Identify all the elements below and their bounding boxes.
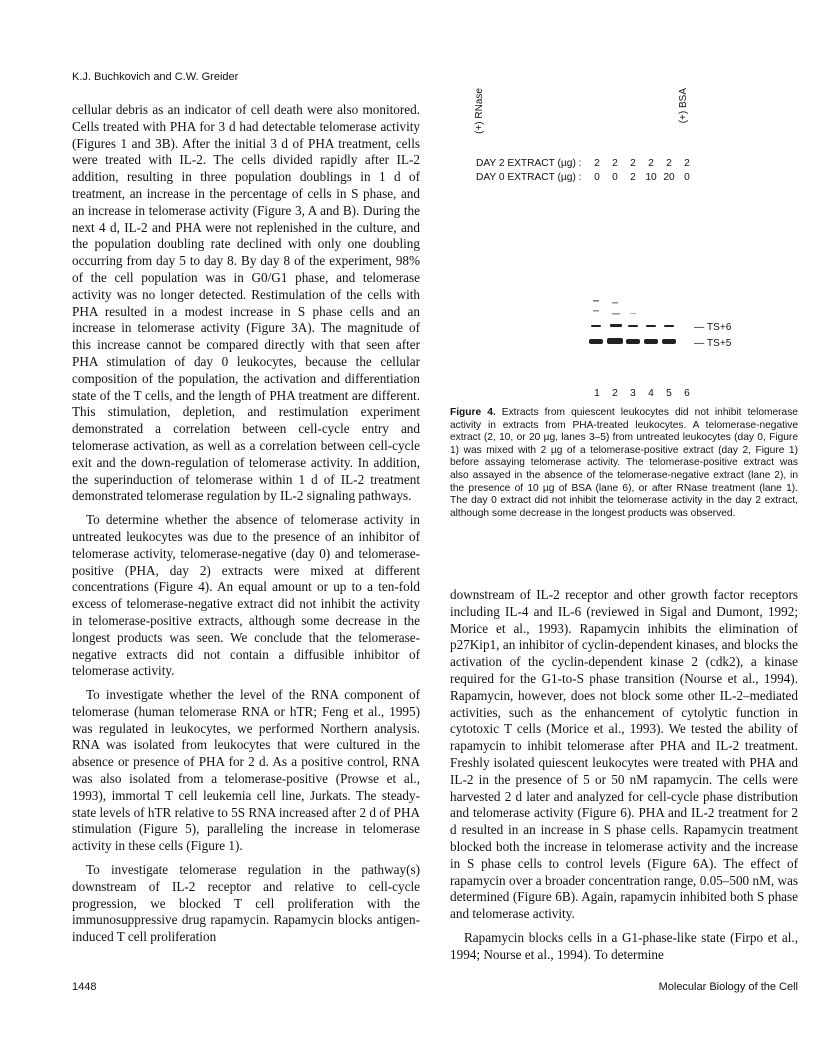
gel-band-ts6 (610, 324, 622, 327)
row-value: 20 (663, 172, 675, 183)
paragraph: downstream of IL-2 receptor and other growth factor receptors including IL-4 and IL-6 (reviewed in Sigal and Dumont, 1992; Morice et al., 1993). Rapamycin inhibits the elimination of p27Kip1, an inhibitor of cyclin-dependent kinases, and blocks the activation of the cyclin-dependent kinase 2 (cdk2), a kinase required for the G1-to-S phase transition (Nourse et al., 1994). Rapamycin, however, does not block some other IL-2–mediated activities, such as the enhancement of cytolytic function in cytotoxic T cells (Morice et al., 1993). We tested the ability of rapamycin to inhibit telomerase after PHA and IL-2 treatment. Freshly isolated quiescent leukocytes were treated with PHA and IL-2 in the presence of 5 or 50 nM rapamycin. The cells were harvested 2 d later and analyzed for cell-cycle phase distribution and telomerase activity (Figure 6). PHA and IL-2 treatment for 2 d resulted in an increase in S phase cells. Rapamycin treatment blocked both the increase in telomerase activity and the increase in S phase cells to control levels (Figure 6A). The effect of rapamycin over a broader concentration range, 0.05–500 nM, was determined (Figure 6B). Again, rapamycin inhibited both S phase and telomerase activity. (450, 587, 798, 922)
row-value: 0 (612, 172, 618, 183)
row-value: 2 (630, 172, 636, 183)
gel-band-ts5 (644, 339, 658, 344)
paragraph: To investigate whether the level of the RNA component of telomerase (human telomerase RNA or hTR; Feng et al., 1995) was regulated in leukocytes, we performed Northern analysis. RNA was isolated from leukocytes that were cultured in the absence or presence of PHA for 2 d. As a positive control, RNA was also isolated from a telomerase-positive (Prowse et al., 1993), immortal T cell leukemia cell line, Jurkats. The steady-state levels of hTR relative to 5S RNA increased after 2 d of PHA stimulation (Figure 5), paralleling the increase in telomerase activity in these cells (Figure 1). (72, 687, 420, 854)
lane-number: 3 (630, 388, 636, 399)
paragraph: Rapamycin blocks cells in a G1-phase-like state (Firpo et al., 1994; Nourse et al., 1994). To determine (450, 929, 798, 962)
left-column (72, 102, 420, 953)
gel-band-ts5 (589, 339, 603, 344)
row-value: 2 (630, 158, 636, 169)
row-label-day0: DAY 0 EXTRACT (µg) : (476, 172, 582, 183)
row-label-day2: DAY 2 EXTRACT (µg) : (476, 158, 582, 169)
gel-band-faint (612, 302, 618, 304)
band-label-ts5: — TS+5 (694, 338, 732, 349)
gel-band-faint (593, 310, 599, 312)
lane-number: 6 (684, 388, 690, 399)
gel-band-ts5 (626, 339, 640, 344)
gel-band-ts6 (664, 325, 674, 327)
paragraph: To determine whether the absence of telomerase activity in untreated leukocytes was due to the presence of an inhibitor of telomerase activity, telomerase-negative (day 0) and telomerase-positive (PHA, day 2) extracts were mixed at different concentrations (Figure 4). An equal amount or up to a ten-fold excess of telomerase-negative extract did not inhibit the activity in telomerase-positive extracts, although some decrease in the longest products was seen. We conclude that the telomerase-negative extracts did not contain a diffusible inhibitor of telomerase activity. (72, 512, 420, 679)
row-value: 2 (684, 158, 690, 169)
row-value: 2 (594, 158, 600, 169)
lane-number: 4 (648, 388, 654, 399)
gel-band-ts5 (607, 338, 623, 344)
caption-label: Figure 4. (450, 407, 496, 418)
band-label-ts6: — TS+6 (694, 322, 732, 333)
lane-number: 1 (594, 388, 600, 399)
paragraph: cellular debris as an indicator of cell death were also monitored. Cells treated with PHA for 3 d had detectable telomerase activity (Figures 1 and 3B). After the initial 3 d of PHA treatment, cells were treated with IL-2. The cells divided rapidly after IL-2 addition, resulting in three population doublings in 1 d of treatment, an increase in the percentage of cells in S phase, and an increase in telomerase activity (Figure 3, A and B). During the next 4 d, IL-2 and PHA were not replenished in the culture, and the population doubling rate declined with only one doubling occurring from day 5 to day 8. By day 8 of the experiment, 98% of the cell population was in G0/G1 phase, and telomerase activity was no longer detected. Restimulation of the cells with PHA resulted in a modest increase in S phase cells and an increase in telomerase activity (Figure 3A). The magnitude of this increase cannot be compared directly with that seen after PHA stimulation of day 0 leukocytes, because the cellular composition of the population, the activation and differentiation state of the T cells, and the length of PHA treatment are different. This stimulation, depletion, and restimulation experiment demonstrated a correlation between cell-cycle entry and telomerase activation, as well as a correlation between cell-cycle exit and the down-regulation of telomerase activity. In addition, the superinduction of telomerase within 1 d of IL-2 treatment demonstrated telomerase regulation by IL-2 signaling pathways. (72, 102, 420, 504)
lane-number: 5 (666, 388, 672, 399)
row-value: 0 (594, 172, 600, 183)
gel-image (585, 278, 695, 358)
lane-number: 2 (612, 388, 618, 399)
row-value: 10 (645, 172, 657, 183)
right-column (450, 587, 798, 971)
gel-band-ts5 (662, 339, 676, 344)
gel-band-ts6 (591, 325, 601, 327)
gel-band-faint (612, 313, 620, 315)
row-value: 2 (648, 158, 654, 169)
lane-header-bsa: (+) BSA (678, 88, 689, 124)
row-value: 0 (684, 172, 690, 183)
gel-band-ts6 (646, 325, 656, 327)
running-head: K.J. Buchkovich and C.W. Greider (72, 71, 239, 83)
gel-band-faint (630, 313, 636, 314)
caption-text: Extracts from quiescent leukocytes did not inhibit telomerase activity in extracts from PHA-treated leukocytes. A telomerase-negative extract (2, 10, or 20 µg, lanes 3–5) from untreated leukocytes (day 0, Figure 1) was mixed with 2 µg of a telomerase-positive extract (day 2, Figure 1) before assaying telomerase activity. The telomerase-positive extract was also assayed in the absence of the telomerase-negative extract (lane 2), in the presence of 10 µg of BSA (lane 6), or after RNase treatment (lane 1). The day 0 extract did not inhibit the telomerase activity in the day 2 extract, although some decrease in the longest products was observed. (450, 407, 798, 519)
page-number: 1448 (72, 981, 97, 993)
figure-caption (450, 407, 798, 520)
row-value: 2 (666, 158, 672, 169)
paragraph: To investigate telomerase regulation in the pathway(s) downstream of IL-2 receptor and relative to cell-cycle progression, we blocked T cell proliferation with the immunosuppressive drug rapamycin. Rapamycin blocks antigen-induced T cell proliferation (72, 862, 420, 945)
lane-header-rnase: (+) RNase (474, 88, 485, 134)
row-value: 2 (612, 158, 618, 169)
gel-band-ts6 (628, 325, 638, 327)
gel-band-faint (593, 300, 599, 302)
journal-name: Molecular Biology of the Cell (658, 981, 798, 993)
